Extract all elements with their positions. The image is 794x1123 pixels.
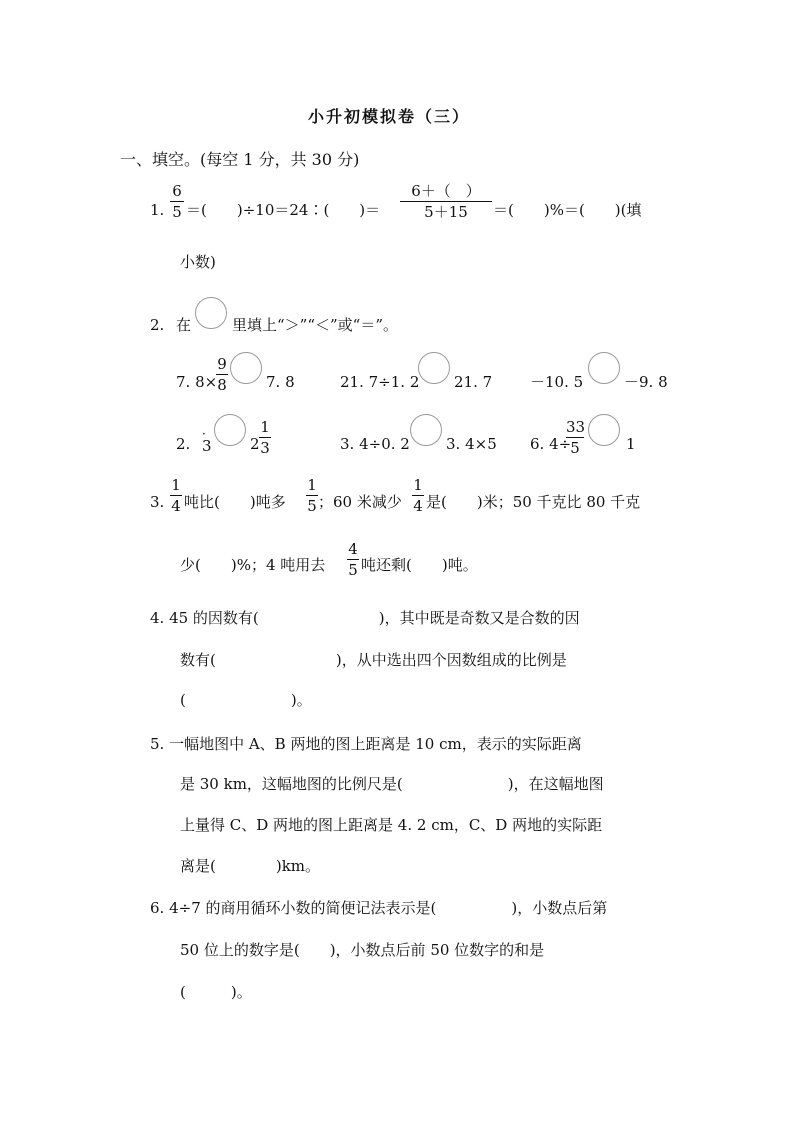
q6-line-2: 50 位上的数字是( )，小数点后前 50 位数字的和是 <box>180 941 545 959</box>
q2-lead-2: 里填上“＞”“＜”或“＝”。 <box>232 316 399 334</box>
answer-circle[interactable] <box>195 297 227 329</box>
q2a-fraction: 9 8 <box>217 355 227 394</box>
q2e-right: 3. 4×5 <box>446 435 497 453</box>
q1-fraction-6-5: 6 5 <box>170 182 184 221</box>
q3-number: 3. <box>150 493 165 511</box>
q2f-fraction: 33 5 <box>566 418 586 457</box>
q5-line-3: 上量得 C、D 两地的图上距离是 4. 2 cm，C、D 两地的实际距 <box>180 816 603 834</box>
q2c-left: －10. 5 <box>530 373 584 391</box>
section-heading: 一、填空。(每空 1 分，共 30 分) <box>120 150 360 169</box>
page-title: 小升初模拟卷（三） <box>308 107 471 126</box>
answer-circle[interactable] <box>230 352 262 384</box>
q2a-left: 7. 8× <box>176 373 218 391</box>
q4-line-1: 4. 45 的因数有( )，其中既是奇数又是合数的因 <box>150 609 580 627</box>
answer-circle[interactable] <box>410 414 442 446</box>
q1-text-2: ＝( )%＝( )(填 <box>493 201 642 219</box>
q6-line-1: 6. 4÷7 的商用循环小数的简便记法表示是( )，小数点后第 <box>150 899 608 917</box>
q3-fraction-a: 1 4 <box>171 476 181 515</box>
q3-text-1: 吨比( )吨多 <box>184 493 286 511</box>
q3-text-2: ；60 米减少 <box>318 493 402 511</box>
q5-line-1: 5. 一幅地图中 A、B 两地的图上距离是 10 cm，表示的实际距离 <box>150 735 582 753</box>
q5-line-4: 离是( )km。 <box>180 857 321 875</box>
q3-fraction-d: 4 5 <box>348 540 358 579</box>
answer-circle[interactable] <box>588 414 620 446</box>
q2b-left: 21. 7÷1. 2 <box>340 373 420 391</box>
q3-fraction-b: 1 5 <box>307 476 317 515</box>
q1-number: 1. <box>150 201 165 219</box>
q4-line-3: ( )。 <box>180 691 312 709</box>
q2f-right: 1 <box>626 435 636 453</box>
q2d-digit: 3 <box>202 437 212 455</box>
q4-line-2: 数有( )，从中选出四个因数组成的比例是 <box>180 651 567 669</box>
q3-fraction-c: 1 4 <box>413 476 423 515</box>
q2d-left: 2. <box>176 435 191 453</box>
q2d-fraction: 1 3 <box>260 418 270 457</box>
q3-text-4: 少( )%；4 吨用去 <box>180 556 326 574</box>
q2d-whole: 2 <box>250 435 260 453</box>
q2a-right: 7. 8 <box>266 373 295 391</box>
q3-text-5: 吨还剩( )吨。 <box>361 556 478 574</box>
q5-line-2: 是 30 km，这幅地图的比例尺是( )，在这幅地图 <box>180 775 604 793</box>
answer-circle[interactable] <box>588 352 620 384</box>
q2-lead-1: 在 <box>176 316 192 334</box>
q1-text-1: ＝( )÷10＝24∶( )＝ <box>186 201 381 219</box>
q1-fraction-expression: 6＋（ ） 5＋15 <box>400 182 492 221</box>
repeating-dot: · <box>202 427 206 441</box>
q2e-left: 3. 4÷0. 2 <box>340 435 410 453</box>
q2f-left: 6. 4÷ <box>530 435 572 453</box>
q3-text-3: 是( )米；50 千克比 80 千克 <box>426 493 641 511</box>
q1-text-3: 小数) <box>180 253 216 271</box>
q2b-right: 21. 7 <box>454 373 493 391</box>
answer-circle[interactable] <box>418 352 450 384</box>
q2c-right: －9. 8 <box>624 373 668 391</box>
answer-circle[interactable] <box>214 414 246 446</box>
q2-number: 2. <box>150 316 165 334</box>
q6-line-3: ( )。 <box>180 983 252 1001</box>
